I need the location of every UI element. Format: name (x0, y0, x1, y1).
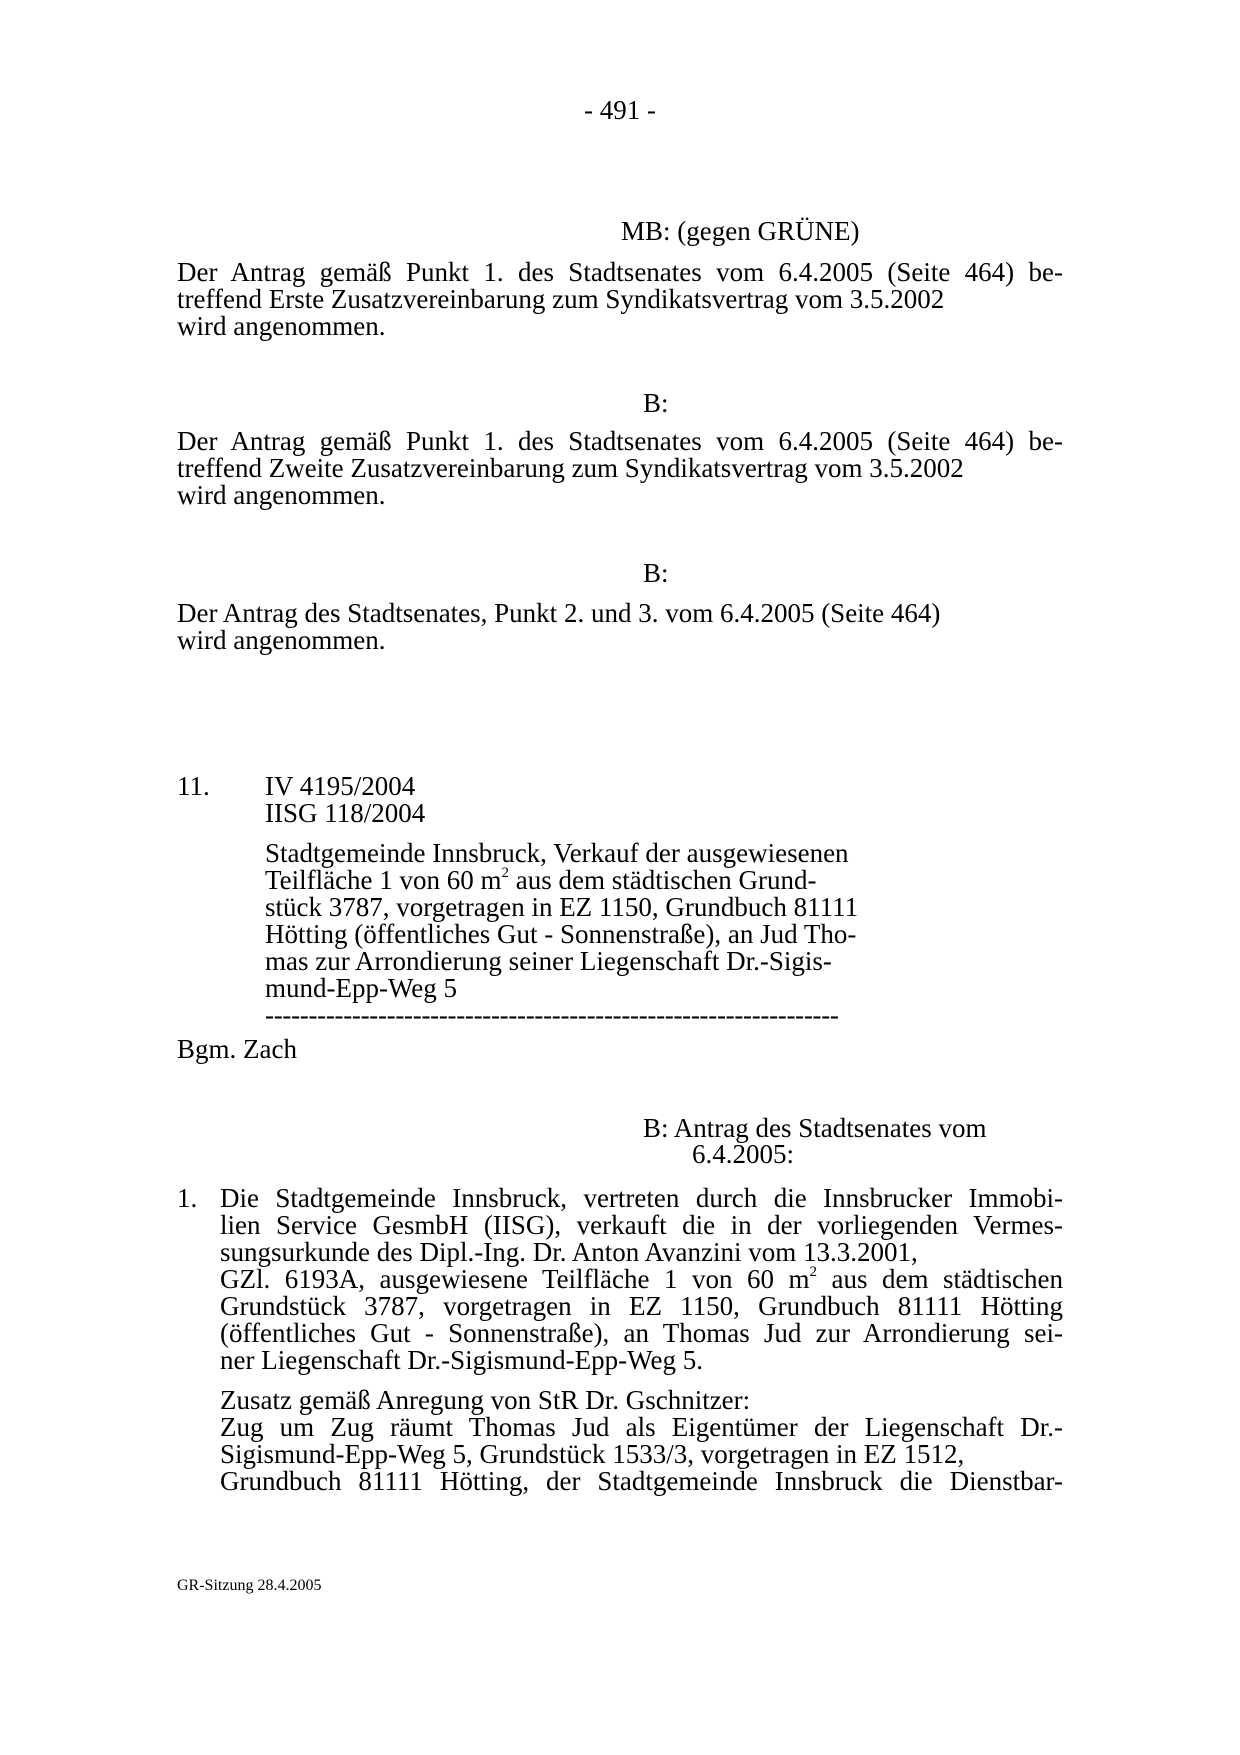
agenda-item-description (265, 840, 858, 1029)
text-line: Die Stadtgemeinde Innsbruck, vertreten durch die Innsbrucker Immobi- (220, 1183, 1063, 1213)
page-number: - 491 - (584, 95, 656, 125)
text-line: Der Antrag gemäß Punkt 1. des Stadtsenates vom 6.4.2005 (Seite 464) be- (177, 426, 1063, 456)
text-fragment: aus dem städtischen Grund- (509, 865, 817, 895)
text-line: wird angenommen. (177, 311, 386, 341)
vote-result-b-line1: B: Antrag des Stadtsenates vom (643, 1113, 987, 1143)
footer: GR-Sitzung 28.4.2005 (177, 1577, 322, 1594)
text-line (220, 1266, 1063, 1293)
text-line: lien Service GesmbH (IISG), verkauft die in der vorliegenden Vermes- (220, 1210, 1063, 1240)
resolution-paragraph-3 (177, 600, 940, 654)
superscript: 2 (809, 1264, 818, 1280)
text-line: ner Liegenschaft Dr.-Sigismund-Epp-Weg 5. (220, 1345, 703, 1375)
text-line: Der Antrag des Stadtsenates, Punkt 2. und 3. vom 6.4.2005 (Seite 464) (177, 598, 941, 628)
text-line: wird angenommen. (177, 625, 386, 655)
separator-line: ------------------------------------------------------------------ (265, 1000, 839, 1030)
resolution-paragraph-1 (177, 259, 1063, 340)
vote-result-b-line2: 6.4.2005: (692, 1139, 795, 1169)
vote-result-mb: MB: (gegen GRÜNE) (621, 216, 860, 246)
speaker: Bgm. Zach (177, 1034, 297, 1064)
addendum-text (220, 1387, 1063, 1495)
text-line: treffend Zweite Zusatzvereinbarung zum Syndikatsvertrag vom 3.5.2002 (177, 453, 964, 483)
text-line (265, 867, 858, 894)
text-line: treffend Erste Zusatzvereinbarung zum Syndikatsvertrag vom 3.5.2002 (177, 284, 945, 314)
text-line: Der Antrag gemäß Punkt 1. des Stadtsenates vom 6.4.2005 (Seite 464) be- (177, 257, 1063, 287)
vote-result-b: B: (643, 388, 669, 418)
superscript: 2 (501, 865, 510, 881)
vote-result-b: B: (643, 558, 669, 588)
text-line: mas zur Arrondierung seiner Liegenschaft Dr.-Sigis- (265, 946, 832, 976)
text-line: Hötting (öffentliches Gut - Sonnenstraße), an Jud Tho- (265, 919, 857, 949)
list-item-number: 1. (177, 1183, 198, 1213)
text-fragment: aus dem städtischen (817, 1264, 1063, 1294)
text-line: stück 3787, vorgetragen in EZ 1150, Grundbuch 81111 (265, 892, 859, 922)
text-line: Zug um Zug räumt Thomas Jud als Eigentümer der Liegenschaft Dr.- (220, 1412, 1063, 1442)
agenda-item-number: 11. (177, 771, 210, 801)
list-item-text (220, 1185, 1063, 1374)
text-line: Grundstück 3787, vorgetragen in EZ 1150, Grundbuch 81111 Hötting (220, 1291, 1063, 1321)
text-line: sungsurkunde des Dipl.-Ing. Dr. Anton Avanzini vom 13.3.2001, (220, 1237, 918, 1267)
resolution-paragraph-2 (177, 428, 1063, 509)
file-reference: IV 4195/2004 (265, 771, 416, 801)
text-line: Sigismund-Epp-Weg 5, Grundstück 1533/3, vorgetragen in EZ 1512, (220, 1439, 965, 1469)
text-line: Grundbuch 81111 Hötting, der Stadtgemeinde Innsbruck die Dienstbar- (220, 1466, 1063, 1496)
text-fragment: GZl. 6193A, ausgewiesene Teilfläche 1 von 60 m (220, 1264, 810, 1294)
text-line: (öffentliches Gut - Sonnenstraße), an Thomas Jud zur Arrondierung sei- (220, 1318, 1063, 1348)
file-reference: IISG 118/2004 (265, 798, 426, 828)
agenda-item-references (265, 773, 425, 827)
text-fragment: Teilfläche 1 von 60 m (265, 865, 502, 895)
text-line: wird angenommen. (177, 480, 386, 510)
text-line: Stadtgemeinde Innsbruck, Verkauf der ausgewiesenen (265, 838, 849, 868)
addendum-heading: Zusatz gemäß Anregung von StR Dr. Gschnitzer: (220, 1385, 751, 1415)
text-line: mund-Epp-Weg 5 (265, 973, 458, 1003)
